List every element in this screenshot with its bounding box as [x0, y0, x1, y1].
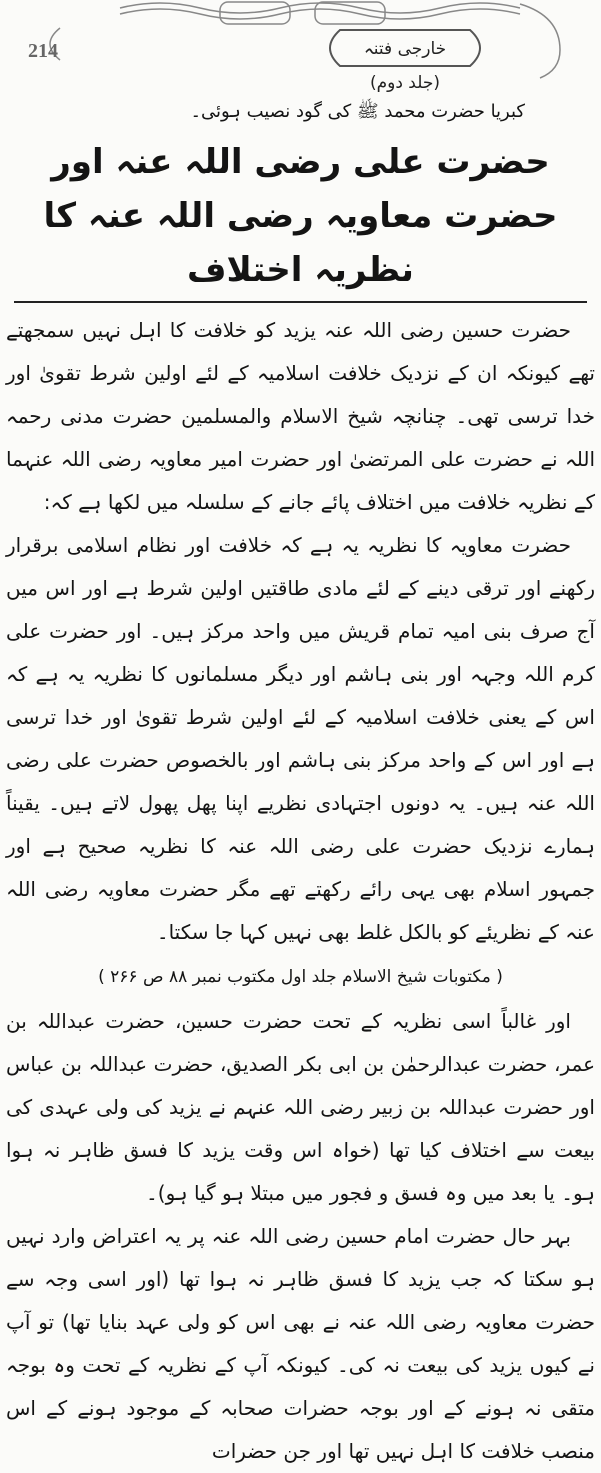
intro-line: کبریا حضرت محمد ﷺ کی گود نصیب ہوئی۔ [190, 101, 525, 122]
running-title: خارجی فتنہ (جلد دوم) [363, 39, 447, 93]
page-number: 214 [28, 40, 58, 62]
paragraph-1: حضرت حسین رضی اللہ عنہ یزید کو خلافت کا اہل نہیں سمجھتے تھے کیونکہ ان کے نزدیک خلافت اسلامیہ کے لئے اولین شرط تقویٰ اور خدا ترسی تھی۔ چنانچہ شیخ الاسلام والمسلمین حضرت مدنی رحمہ اللہ نے حضرت علی المرتضیٰ اور حضرت امیر معاویہ رضی اللہ عنہما کے نظریہ خلافت میں اختلاف پائے جانے کے سلسلہ میں لکھا ہے کہ: [6, 318, 595, 514]
paragraph-4: بہر حال حضرت امام حسین رضی اللہ عنہ پر یہ اعتراض وارد نہیں ہو سکتا کہ جب یزید کا فسق ظاہر نہ ہوا تھا (اور اسی وجہ سے حضرت معاویہ رضی اللہ عنہ نے بھی اس کو ولی عہد بنایا تھا) تو آپ نے کیوں یزید کی بیعت نہ کی۔ کیونکہ آپ کے نظریہ کے تحت وہ بوجہ متقی نہ ہونے کے اور بوجہ حضرات صحابہ کے موجود ہونے کے اس منصب خلافت کا اہل نہیں تھا اور جن حضرات [6, 1224, 595, 1463]
ornamental-border-icon [0, 0, 601, 93]
page-header [0, 0, 601, 93]
page-body [6, 95, 595, 1473]
section-heading: حضرت علی رضی اللہ عنہ اور حضرت معاویہ رضی اللہ عنہ کا نظریہ اختلاف [43, 142, 558, 290]
paragraph-3: اور غالباً اسی نظریہ کے تحت حضرت حسین، حضرت عبداللہ بن عمر، حضرت عبدالرحمٰن بن ابی بکر الصدیق، حضرت عبداللہ بن عباس اور حضرت عبداللہ بن زبیر رضی اللہ عنہم نے یزید کی ولی عہدی کی بیعت سے اختلاف کیا تھا (خواہ اس وقت یزید کا فسق ظاہر نہ ہوا ہو۔ یا بعد میں وہ فسق و فجور میں مبتلا ہو گیا ہو)۔ [6, 1009, 595, 1205]
reference-citation: ( مکتوبات شیخ الاسلام جلد اول مکتوب نمبر ۸۸ ص ۲۶۶ ) [98, 967, 503, 987]
paragraph-2: حضرت معاویہ کا نظریہ یہ ہے کہ خلافت اور نظام اسلامی برقرار رکھنے اور ترقی دینے کے لئے مادی طاقتیں اولین شرط ہے اور اس میں آج صرف بنی امیہ تمام قریش میں واحد مرکز ہیں۔ اور حضرت علی کرم اللہ وجہہ اور بنی ہاشم اور دیگر مسلمانوں کا نظریہ یہ ہے کہ اس کے یعنی خلافت اسلامیہ کے لئے اولین شرط تقویٰ اور خدا ترسی ہے اور اس کے واحد مرکز بنی ہاشم اور بالخصوص حضرت علی رضی اللہ عنہ ہیں۔ یہ دونوں اجتہادی نظریے اپنا پھل پھول لاتے ہیں۔ یقیناً ہمارے نزدیک حضرت علی رضی اللہ عنہ کا نظریہ صحیح ہے اور جمہور اسلام بھی یہی رائے رکھتے تھے مگر حضرت معاویہ رضی اللہ عنہ کے نظریئے کو بالکل غلط بھی نہیں کہا جا سکتا۔ [6, 533, 595, 944]
heading-underline [14, 301, 587, 303]
